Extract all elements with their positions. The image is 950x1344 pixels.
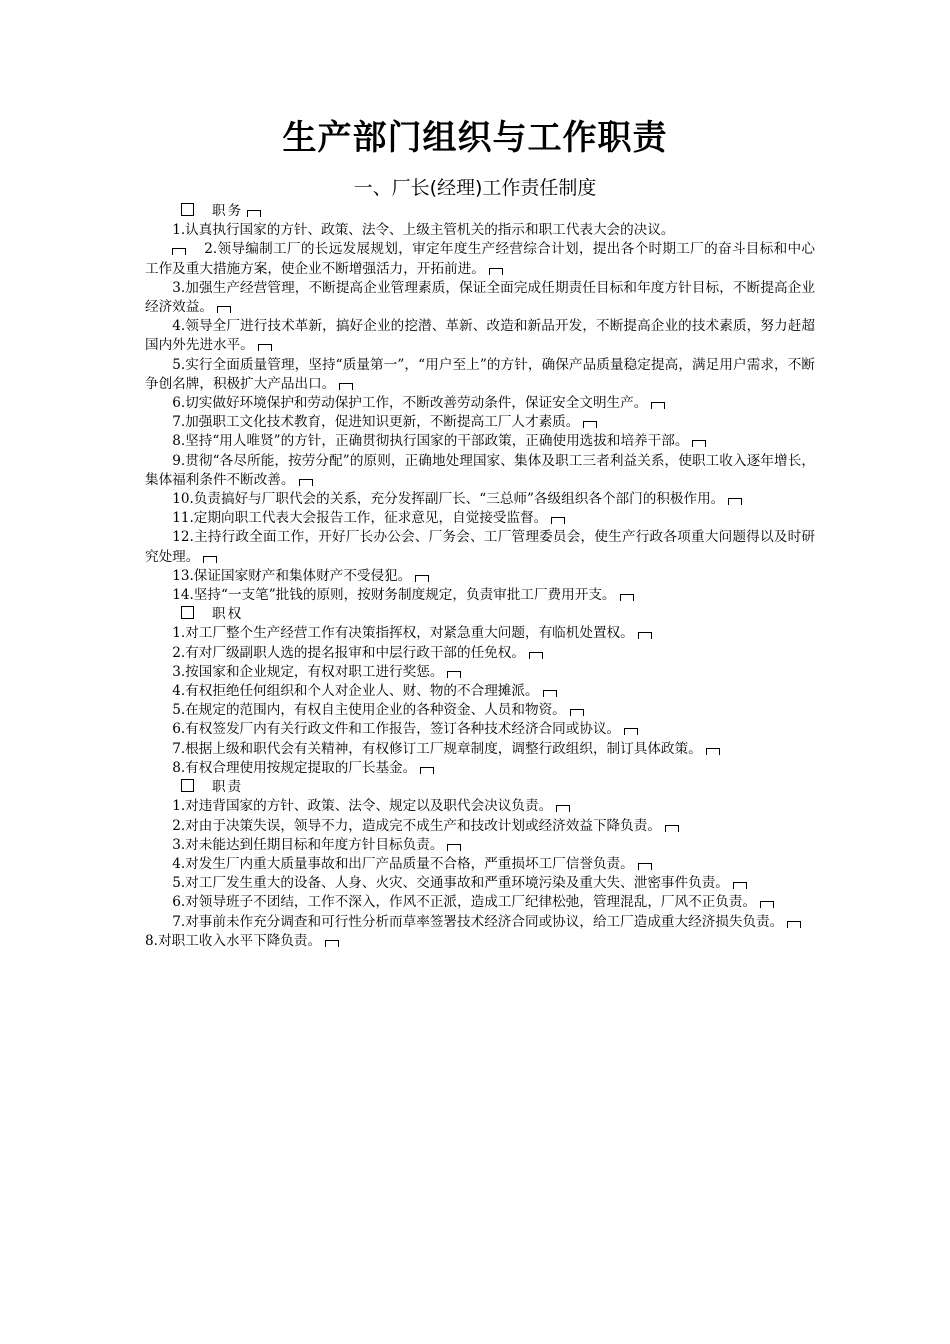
paragraph-mark-icon	[787, 921, 801, 928]
paragraph-mark-icon	[583, 421, 597, 428]
paragraph-mark-icon	[489, 268, 503, 275]
responsibilities-heading: 职责	[145, 778, 815, 797]
paragraph-mark-icon	[247, 210, 261, 217]
list-item: 6.切实做好环境保护和劳动保护工作，不断改善劳动条件，保证安全文明生产。	[145, 394, 815, 413]
paragraph-mark-icon	[638, 632, 652, 639]
list-item: 8.有权合理使用按规定提取的厂长基金。	[145, 759, 815, 778]
paragraph-mark-icon	[651, 402, 665, 409]
paragraph-mark-icon	[551, 517, 565, 524]
list-item: 7.根据上级和职代会有关精神，有权修订工厂规章制度，调整行政组织，制订具体政策。	[145, 740, 815, 759]
list-item: 13.保证国家财产和集体财产不受侵犯。	[145, 567, 815, 586]
list-item: 4.领导全厂进行技术革新，搞好企业的挖潜、革新、改造和新品开发，不断提高企业的技术素质，努力赶超国内外先进水平。	[145, 318, 815, 354]
checkbox-icon	[181, 606, 194, 619]
duties-heading: 职务	[145, 202, 815, 221]
list-item: 1.对工厂整个生产经营工作有决策指挥权，对紧急重大问题，有临机处置权。	[145, 624, 815, 643]
list-item: 10.负责搞好与厂职代会的关系，充分发挥副厂长、“三总师”各级组织各个部门的积极作用。	[145, 490, 815, 509]
list-item: 3.对未能达到任期目标和年度方针目标负责。	[145, 836, 815, 855]
paragraph-mark-icon	[760, 901, 774, 908]
paragraph-mark-icon	[543, 690, 557, 697]
list-item: 8.对职工收入水平下降负责。	[145, 932, 815, 951]
list-item: 6.有权签发厂内有关行政文件和工作报告，签订各种技术经济合同或协议。	[145, 720, 815, 739]
list-item: 3.按国家和企业规定，有权对职工进行奖惩。	[145, 663, 815, 682]
paragraph-mark-icon	[420, 767, 434, 774]
list-item: 2.领导编制工厂的长远发展规划，审定年度生产经营综合计划，提出各个时期工厂的奋斗目标和中心工作及重大措施方案，使企业不断增强活力，开拓前进。	[145, 241, 815, 277]
list-item: 5.在规定的范围内，有权自主使用企业的各种资金、人员和物资。	[145, 701, 815, 720]
paragraph-mark-icon	[447, 844, 461, 851]
paragraph-mark-icon	[570, 709, 584, 716]
paragraph-mark-icon	[299, 479, 313, 486]
list-item: 6.对领导班子不团结，工作不深入，作风不正派，造成工厂纪律松弛，管理混乱，厂风不正负责。	[145, 893, 815, 912]
powers-heading: 职权	[145, 605, 815, 624]
paragraph-mark-icon	[258, 344, 272, 351]
list-item: 8.坚持“用人唯贤”的方针，正确贯彻执行国家的干部政策，正确使用选拔和培养干部。	[145, 432, 815, 451]
list-item: 4.有权拒绝任何组织和个人对企业人、财、物的不合理摊派。	[145, 682, 815, 701]
paragraph-mark-icon	[556, 805, 570, 812]
list-item: 7.加强职工文化技术教育，促进知识更新，不断提高工厂人才素质。	[145, 413, 815, 432]
list-item: 12.主持行政全面工作，开好厂长办公会、厂务会、工厂管理委员会，使生产行政各项重大问题得以及时研究处理。	[145, 529, 815, 565]
list-item: 4.对发生厂内重大质量事故和出厂产品质量不合格，严重损坏工厂信誉负责。	[145, 855, 815, 874]
paragraph-mark-icon	[339, 383, 353, 390]
paragraph-mark-icon	[692, 440, 706, 447]
paragraph-mark-icon	[172, 248, 186, 255]
list-item: 2.对由于决策失误，领导不力，造成完不成生产和技改计划或经济效益下降负责。	[145, 817, 815, 836]
paragraph-mark-icon	[415, 575, 429, 582]
paragraph-mark-icon	[733, 882, 747, 889]
paragraph-mark-icon	[529, 652, 543, 659]
page-title: 生产部门组织与工作职责	[282, 118, 668, 158]
list-item: 7.对事前未作充分调查和可行性分析而草率签署技术经济合同或协议，给工厂造成重大经济损失负责。	[145, 913, 815, 932]
list-item: 9.贯彻“各尽所能，按劳分配”的原则，正确地处理国家、集体及职工三者利益关系，使职工收入逐年增长，集体福利条件不断改善。	[145, 452, 815, 488]
checkbox-icon	[181, 203, 194, 216]
list-item: 3.加强生产经营管理，不断提高企业管理素质，保证全面完成任期责任目标和年度方针目标，不断提高企业经济效益。	[145, 279, 815, 316]
list-item: 11.定期向职工代表大会报告工作，征求意见，自觉接受监督。	[145, 509, 815, 528]
paragraph-mark-icon	[624, 728, 638, 735]
paragraph-mark-icon	[217, 306, 231, 313]
paragraph-mark-icon	[728, 498, 742, 505]
list-item: 1.对违背国家的方针、政策、法令、规定以及职代会决议负责。	[145, 797, 815, 816]
document-body	[145, 202, 815, 951]
paragraph-mark-icon	[665, 825, 679, 832]
list-item: 5.实行全面质量管理，坚持“质量第一”，“用户至上”的方针，确保产品质量稳定提高，满足用户需求，不断争创名牌，积极扩大产品出口。	[145, 356, 815, 392]
paragraph-mark-icon	[447, 671, 461, 678]
list-item: 5.对工厂发生重大的设备、人身、火灾、交通事故和严重环境污染及重大失、泄密事件负责。	[145, 874, 815, 893]
paragraph-mark-icon	[638, 863, 652, 870]
list-item: 2.有对厂级副职人选的提名报审和中层行政干部的任免权。	[145, 644, 815, 663]
list-item: 14.坚持“一支笔”批钱的原则，按财务制度规定，负责审批工厂费用开支。	[145, 586, 815, 605]
paragraph-mark-icon	[620, 594, 634, 601]
paragraph-mark-icon	[706, 748, 720, 755]
list-item: 1.认真执行国家的方针、政策、法令、上级主管机关的指示和职工代表大会的决议。	[172, 222, 675, 239]
section-title: 一、厂长(经理)工作责任制度	[353, 177, 597, 199]
paragraph-mark-icon	[203, 556, 217, 563]
paragraph-mark-icon	[325, 940, 339, 947]
checkbox-icon	[181, 779, 194, 792]
